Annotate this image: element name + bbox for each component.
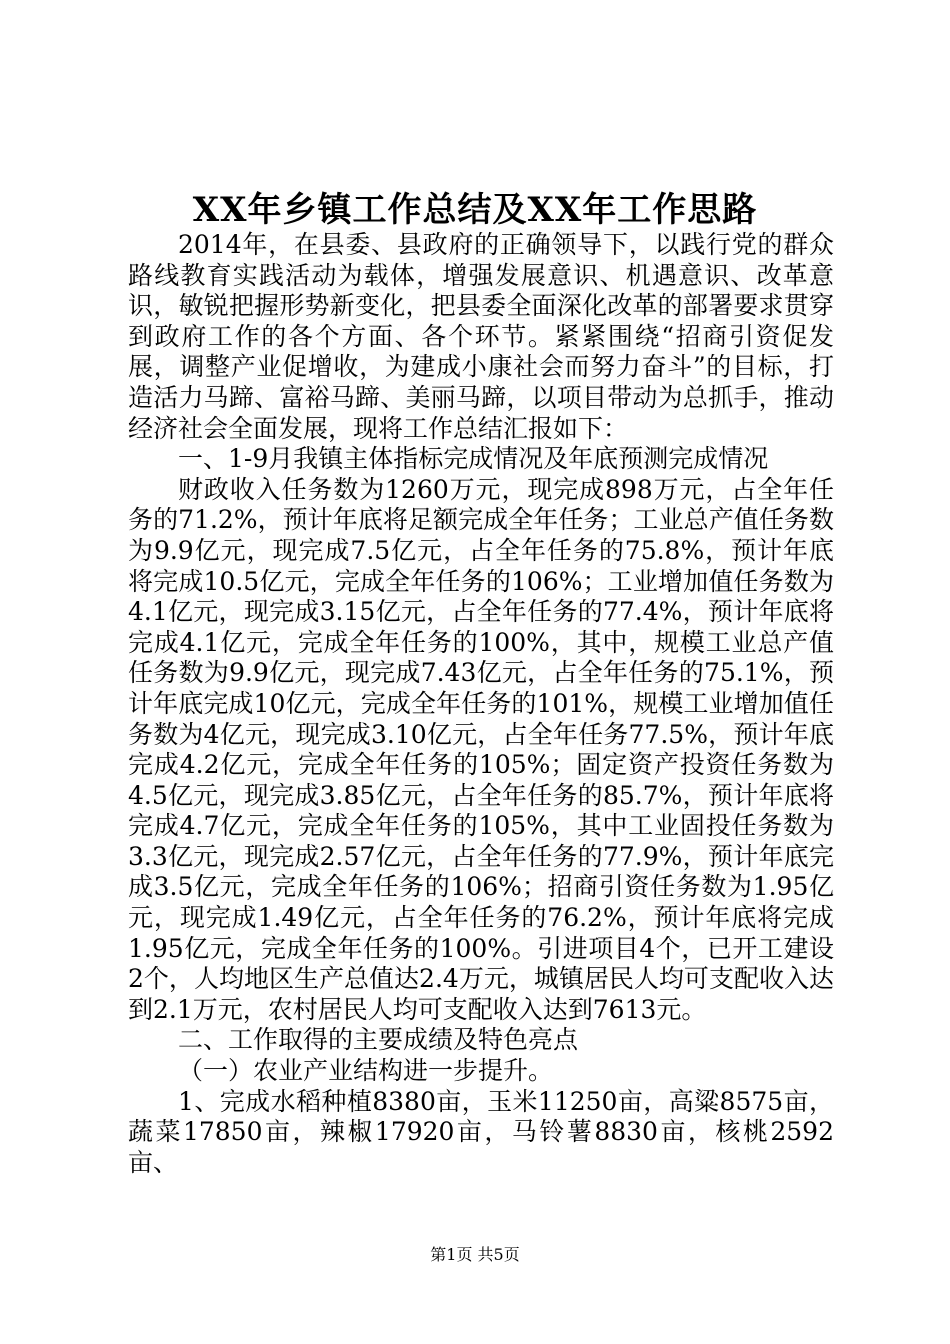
section-heading-1: 一、1-9月我镇主体指标完成情况及年底预测完成情况 [178,444,769,474]
paragraph-agriculture: 1、完成水稻种植8380亩，玉米11250亩，高粱8575亩，蔬菜17850亩，辣椒17920亩，马铃薯8830亩，核桃2592亩、 [128,1086,834,1177]
subsection-heading-1: （一）农业产业结构进一步提升。 [178,1056,554,1086]
section-heading-2: 二、工作取得的主要成绩及特色亮点 [178,1025,579,1055]
page-footer: 第1页 共5页 [430,1245,520,1264]
paragraph-indicators: 财政收入任务数为1260万元，现完成898万元，占全年任务的71.2%，预计年底将足额完成全年任务；工业总产值任务数为9.9亿元，现完成7.5亿元，占全年任务的75.8%，预计年底将完成10.5亿元，完成全年任务的106%；工业增加值任务数为4.1亿元，现完成3.15亿元，占全年任务的77.4%，预计年底将完成4.1亿元，完成全年任务的100%，其中，规模工业总产值任务数为9.9亿元，现完成7.43亿元，占全年任务的75.1%，预计年底完成10亿元，完成全年任务的101%，规模工业增加值任务数为4亿元，现完成3.10亿元，占全年任务77.5%，预计年底完成4.2亿元，完成全年任务的105%；固定资产投资任务数为4.5亿元，现完成3.85亿元，占全年任务的85.7%，预计年底将完成4.7亿元，完成全年任务的105%，其中工业固投任务数为3.3亿元，现完成2.57亿元，占全年任务的77.9%，预计年底完成3.5亿元，完成全年任务的106%；招商引资任务数为1.95亿元，现完成1.49亿元，占全年任务的76.2%，预计年底将完成1.95亿元，完成全年任务的100%。引进项目4个，已开工建设2个，人均地区生产总值达2.4万元，城镇居民人均可支配收入达到2.1万元，农村居民人均可支配收入达到7613元。 [128,474,834,1024]
paragraph-intro: 2014年，在县委、县政府的正确领导下，以践行党的群众路线教育实践活动为载体，增强发展意识、机遇意识、改革意识，敏锐把握形势新变化，把县委全面深化改革的部署要求贯穿到政府工作的各个方面、各个环节。紧紧围绕“招商引资促发展，调整产业促增收，为建成小康社会而努力奋斗”的目标，打造活力马蹄、富裕马蹄、美丽马蹄，以项目带动为总抓手，推动经济社会全面发展，现将工作总结汇报如下： [128,230,834,443]
document-title: XX年乡镇工作总结及XX年工作思路 [192,190,758,230]
document-body [128,230,834,1178]
